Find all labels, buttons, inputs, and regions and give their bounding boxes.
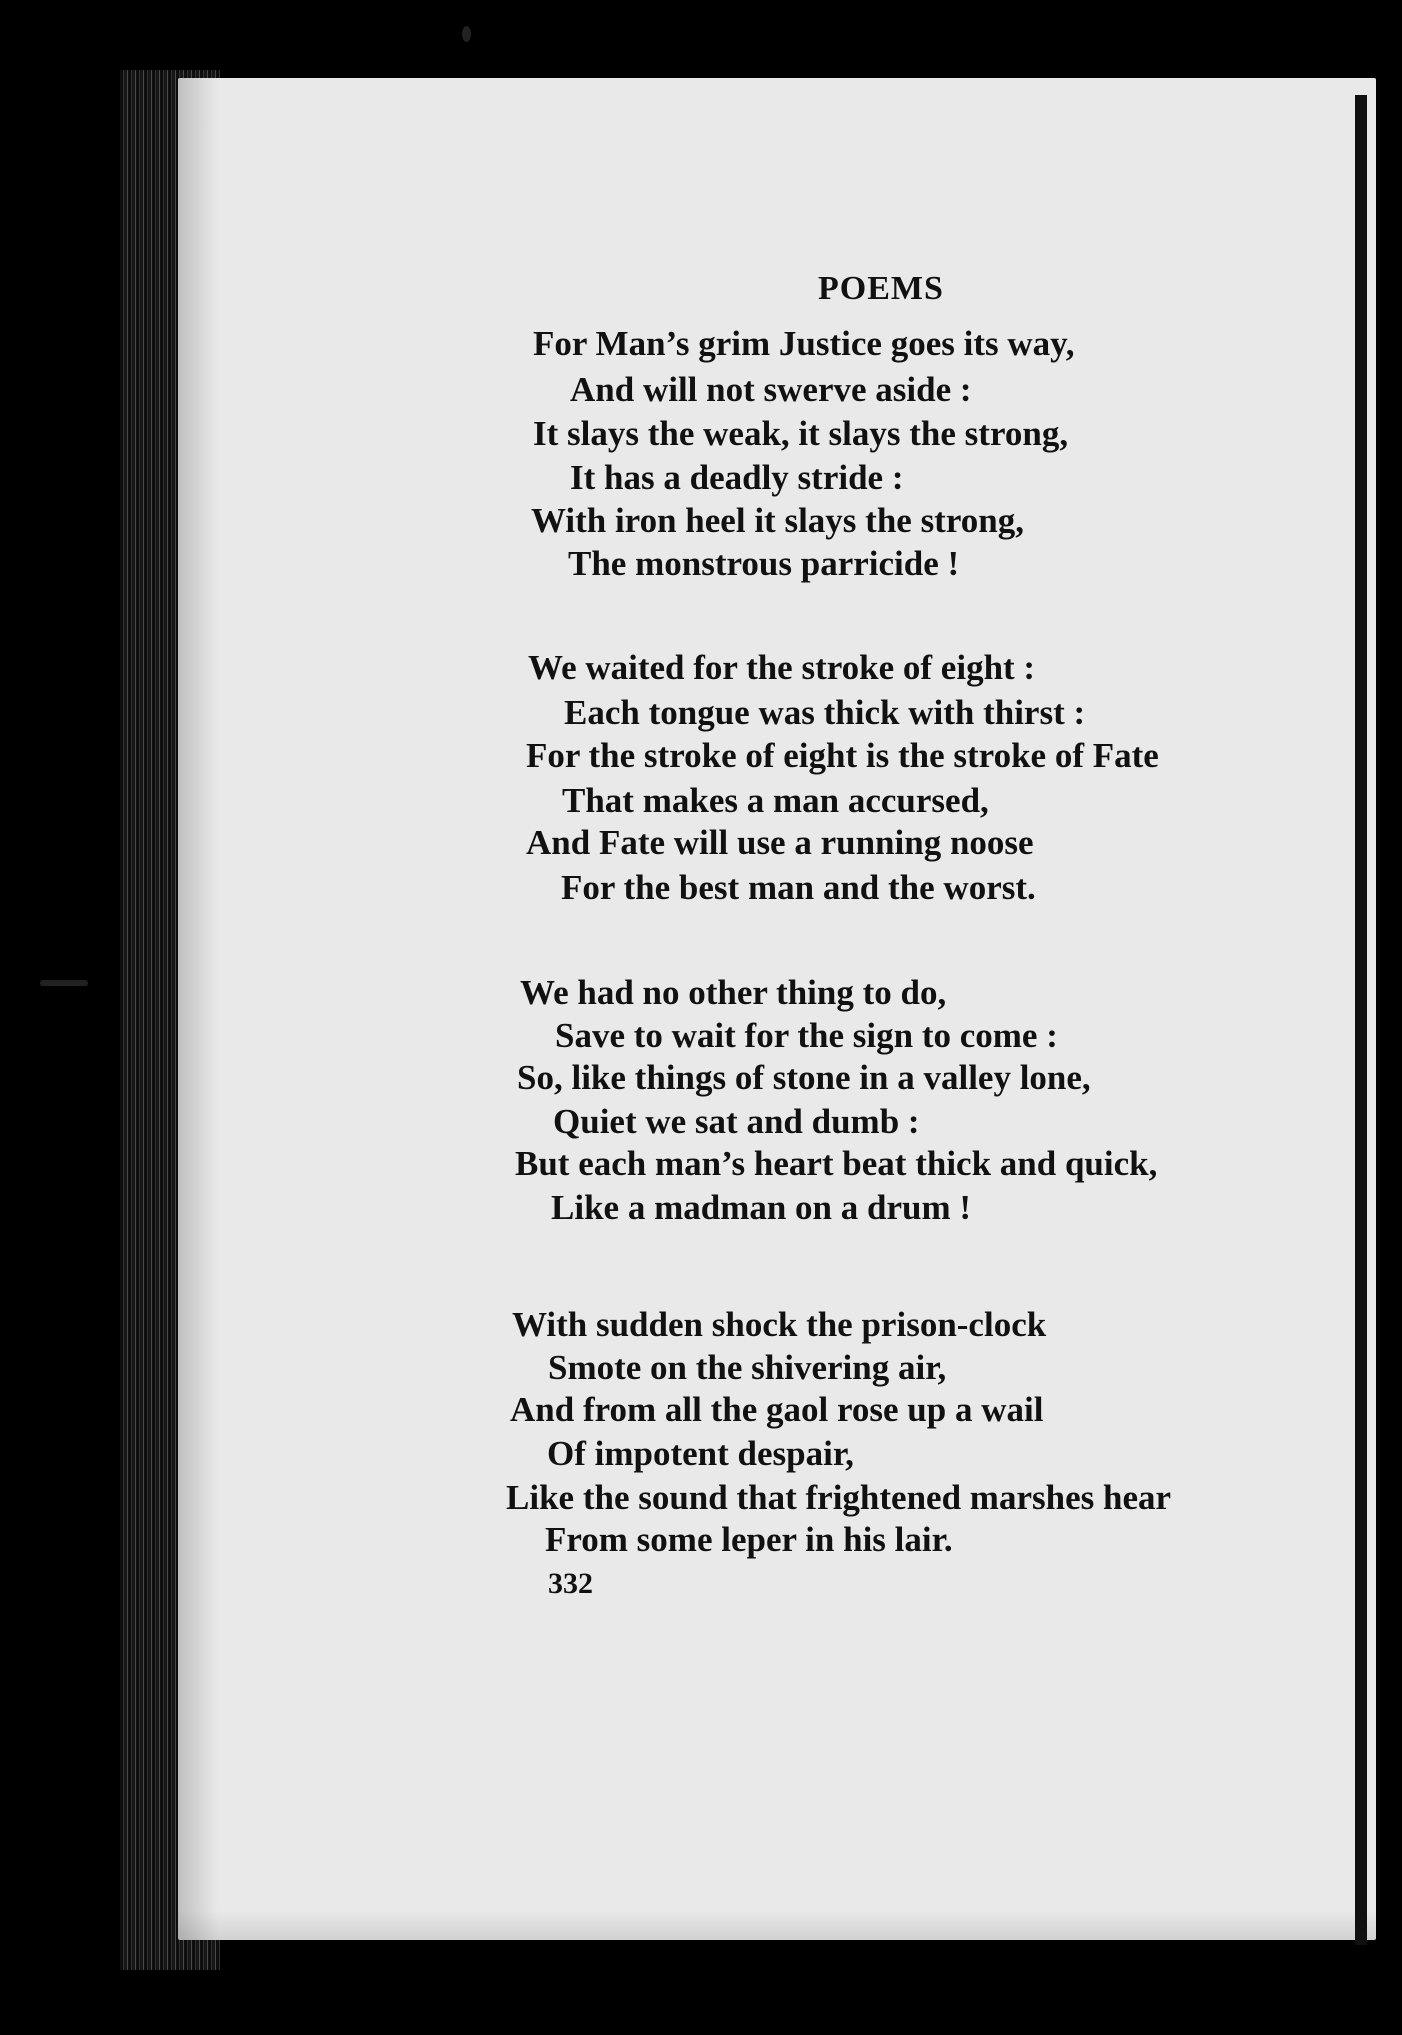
poem-line: Like a madman on a drum ! bbox=[551, 1188, 972, 1227]
poem-line: And Fate will use a running noose bbox=[526, 823, 1034, 862]
page-number: 332 bbox=[548, 1567, 593, 1600]
poem-line: But each man’s heart beat thick and quick, bbox=[515, 1144, 1158, 1183]
poem-line: Each tongue was thick with thirst : bbox=[564, 693, 1086, 732]
poem-line: We had no other thing to do, bbox=[520, 973, 947, 1012]
poem-line: With iron heel it slays the strong, bbox=[531, 501, 1024, 540]
poem-line: It slays the weak, it slays the strong, bbox=[533, 414, 1069, 453]
poem-line: For the stroke of eight is the stroke of Fate bbox=[526, 736, 1159, 775]
poem-line: It has a deadly stride : bbox=[570, 458, 904, 497]
poem-line: And will not swerve aside : bbox=[570, 370, 972, 409]
poem-line: With sudden shock the prison-clock bbox=[512, 1305, 1047, 1344]
poem-line: Like the sound that frightened marshes hear bbox=[506, 1478, 1172, 1517]
poem-line: The monstrous parricide ! bbox=[568, 544, 960, 583]
scan-speck bbox=[40, 980, 88, 986]
poem-line: Of impotent despair, bbox=[547, 1434, 854, 1473]
poem-line: And from all the gaol rose up a wail bbox=[510, 1390, 1044, 1429]
poem-line: From some leper in his lair. bbox=[545, 1520, 953, 1559]
poem-line: So, like things of stone in a valley lone, bbox=[517, 1058, 1091, 1097]
poem-line: Save to wait for the sign to come : bbox=[555, 1016, 1058, 1055]
scan-speck bbox=[462, 26, 471, 42]
poem-line: Smote on the shivering air, bbox=[548, 1348, 947, 1387]
poem-line: Quiet we sat and dumb : bbox=[553, 1102, 920, 1141]
poem-line: We waited for the stroke of eight : bbox=[528, 648, 1036, 687]
running-head: POEMS bbox=[818, 270, 944, 307]
poem-line: For the best man and the worst. bbox=[561, 868, 1036, 907]
poem-line: For Man’s grim Justice goes its way, bbox=[533, 324, 1075, 363]
poem-line: That makes a man accursed, bbox=[562, 781, 989, 820]
